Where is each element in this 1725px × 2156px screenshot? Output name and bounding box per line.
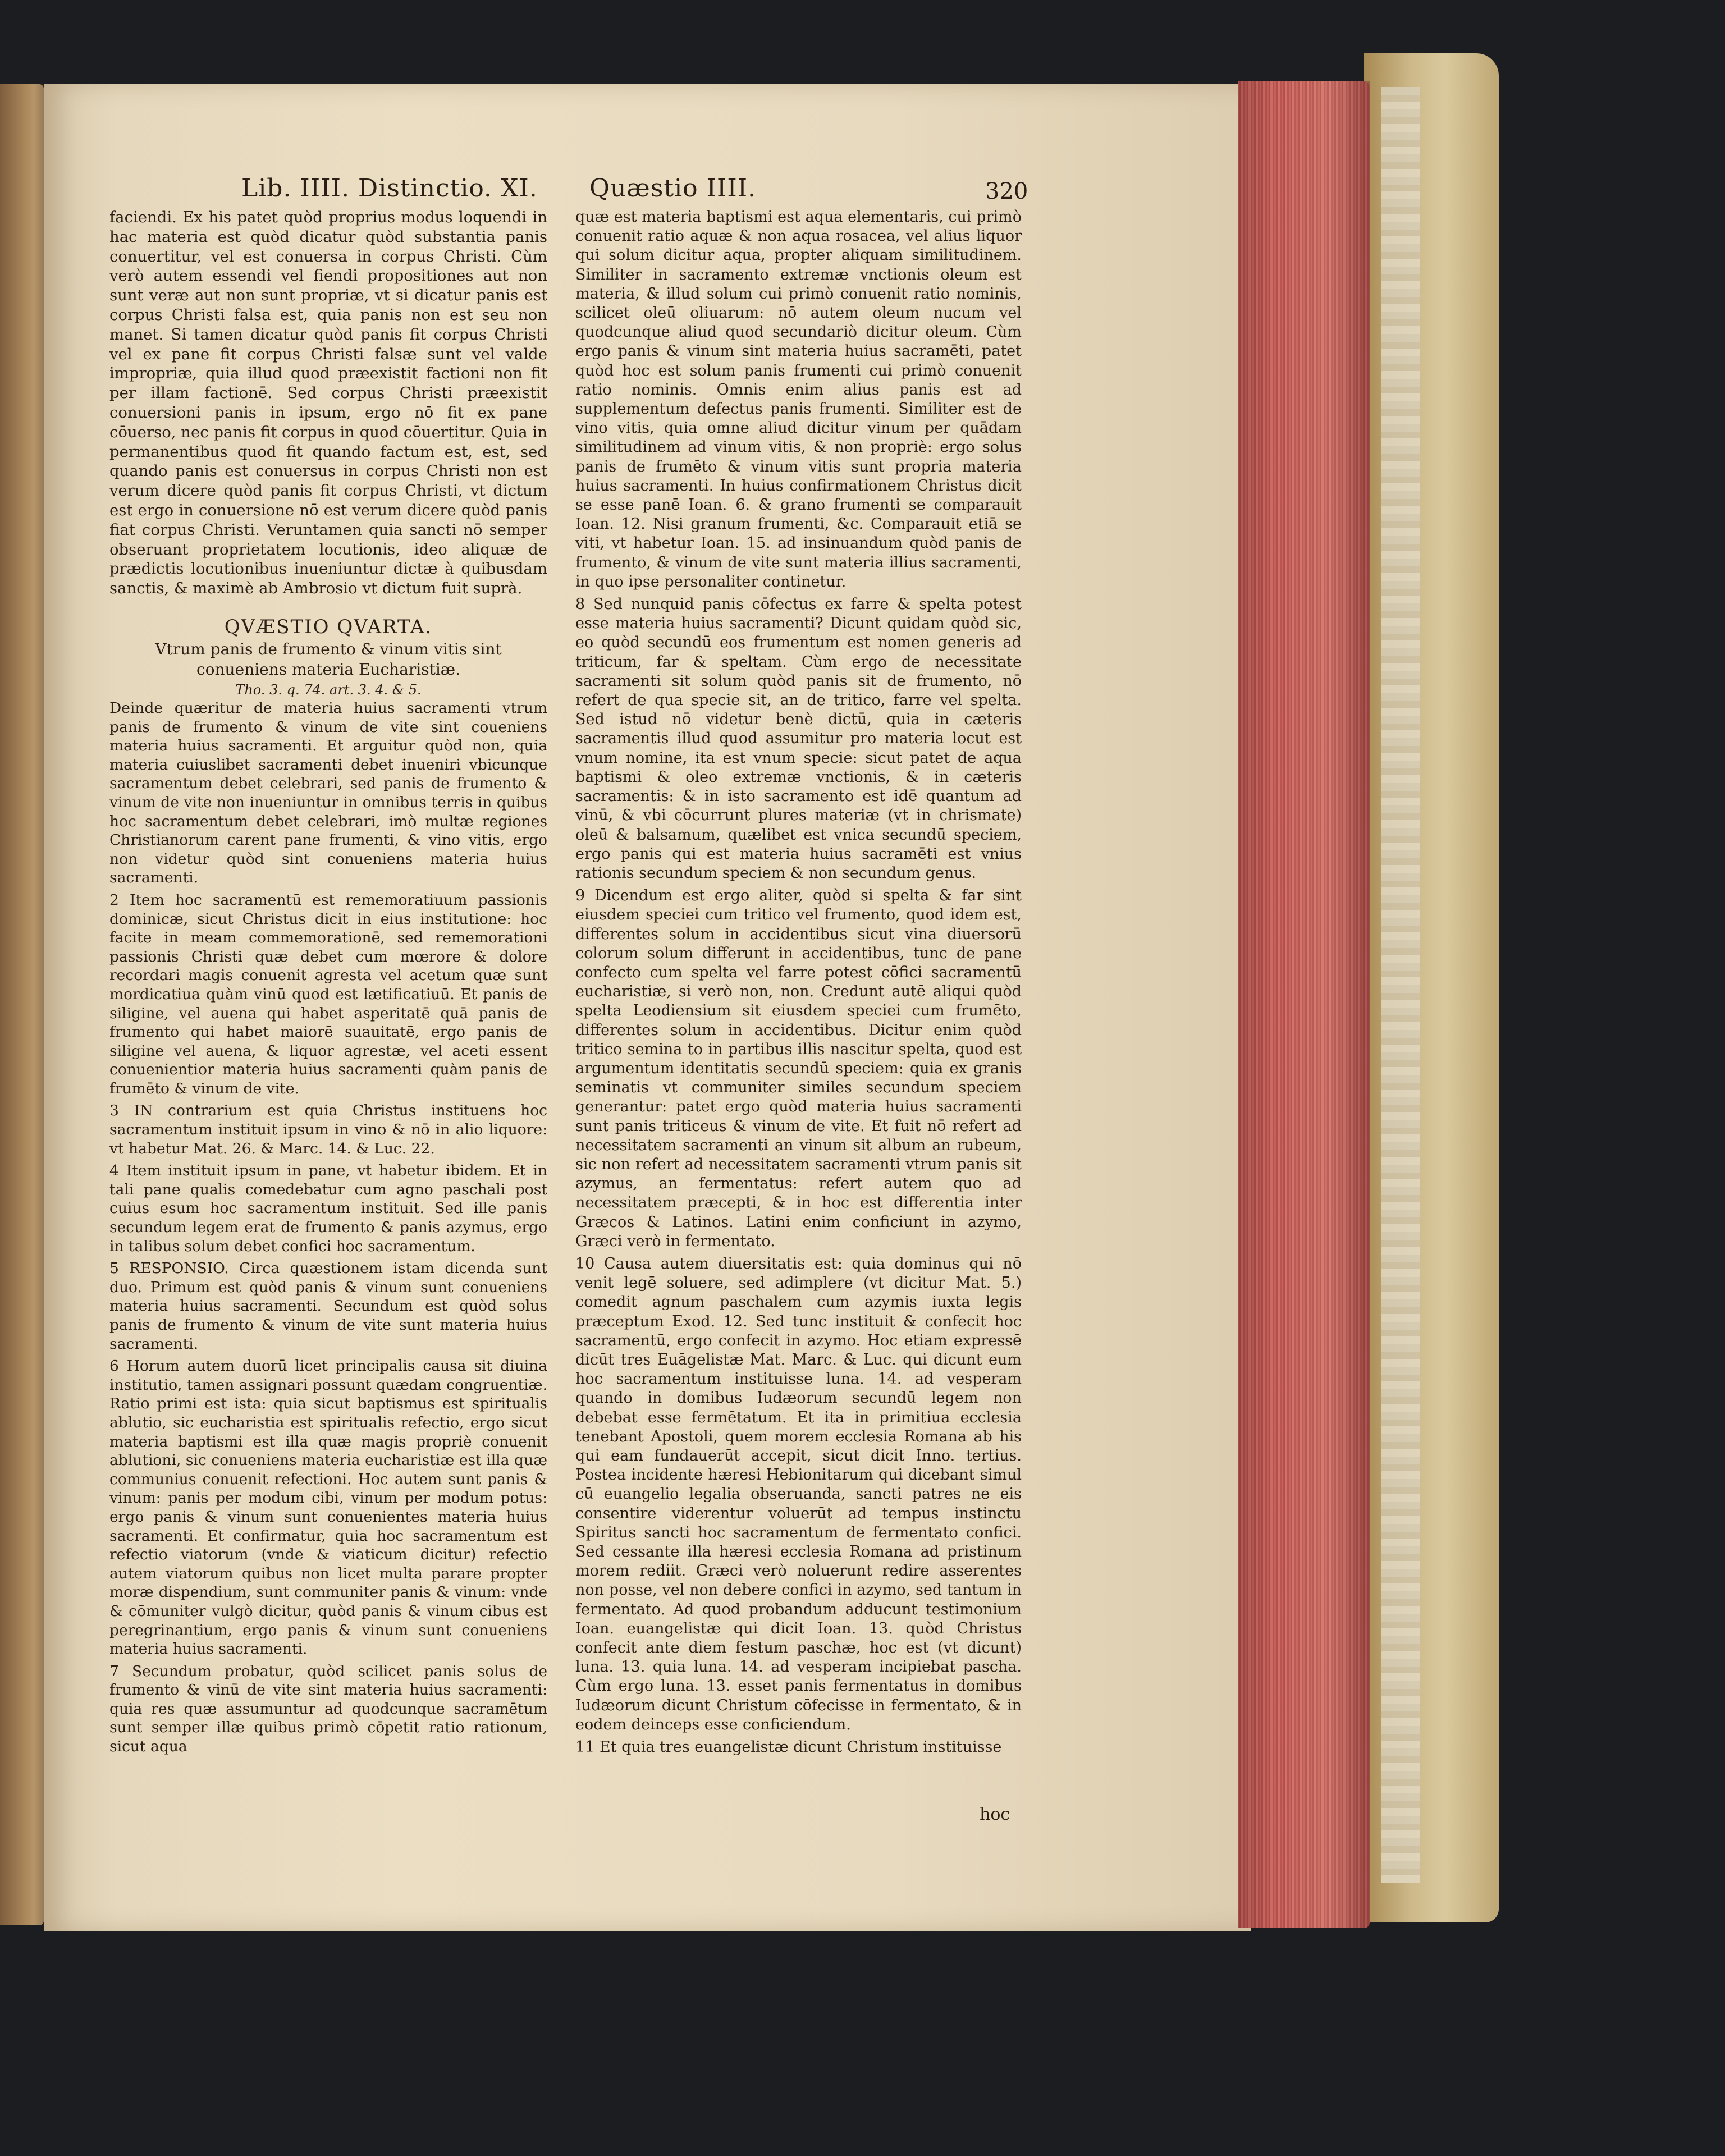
question-subtitle: Vtrum panis de frumento & vinum vitis sint conueniens materia Eucharistiæ. (155, 640, 502, 679)
left-column-top (109, 208, 547, 602)
paragraph: 6 Horum autem duorū licet principalis causa sit diuina institutio, tamen assignari possunt quædam congruentiæ. Ratio primi est ista: quia sicut baptismus est spiritualis ablutio, sic eucharistia est spiritualis refectio, ergo sicut materia baptismi est illa quæ magis propriè conuenit ablutioni, sic conueniens materia eucharistiæ est illa quæ communius conuenit refectioni. Hoc autem sunt panis & vinum: panis per modum cibi, vinum per modum potus: ergo panis & vinum sunt conuenientes materia huius sacramenti. Et confirmatur, quia hoc sacramentum est refectio viatorum (vnde & viaticum dicitur) refectio autem viatorum quibus non licet multa parare propter moræ dispendium, sunt communiter panis & vinum: vnde & cōmuniter vulgò dicitur, quòd panis & vinum cibus est peregrinantium, ergo panis & vinum sunt conueniens materia huius sacramenti. (109, 1357, 547, 1658)
paragraph: 9 Dicendum est ergo aliter, quòd si spelta & far sint eiusdem speciei cum tritico vel frumento, quod idem est, differentes solum in accidentibus sicut vina diuersorū colorum solum differunt in accidentibus, tunc de pane confecto cum spelta vel farre potest cōfici sacramentū eucharistiæ, si verò non, non. Credunt autē aliqui quòd spelta Leodiensium sit eiusdem speciei cum frumēto, differentes solum in accidentibus. Dicitur enim quòd tritico semina to in partibus illis nascitur spelta, quod est argumentum identitatis secundū speciem: quia ex granis seminatis vt communiter similes secundum speciem generantur: patet ergo quòd materia huius sacramenti sunt panis triticeus & vinum de vite. Et fuit nō refert ad necessitatem sacramenti an vinum sit album an rubeum, sic non refert ad necessitatem sacramenti vtrum panis sit azymus, an fermentatus: refert autem quo ad necessitatem præcepti, & in hoc est differentia inter Græcos & Latinos. Latini enim conficiunt in azymo, Græci verò in fermentato. (575, 887, 1022, 1250)
question-heading: QVÆSTIO QVARTA. (224, 616, 433, 638)
paragraph: 10 Causa autem diuersitatis est: quia dominus qui nō venit legē soluere, sed adimplere (vt dicitur Mat. 5.) comedit agnum paschalem cum azymis iuxta legis præceptum Exod. 12. Sed tunc instituit & confecit hoc sacramentū, ergo confecit in azymo. Hoc etiam expressē dicūt tres Euāgelistæ Mat. Marc. & Luc. qui dicunt eum hoc sacramentum instituisse luna. 14. ad vesperam quando in domibus Iudæorum secundū legem non debebat esse fermētatum. Et ita in primitiua ecclesia tenebant Apostoli, quem morem ecclesia Romana ab his qui eam fundauerūt accepit, sicut dicit Inno. tertius. Postea incidente hæresi Hebionitarum qui dicebant simul cū euangelio legalia obseruanda, sancti patres ne eis consentire viderentur voluerūt ad tempus instinctu Spiritus sancti hoc sacramentum de fermentato confici. Sed cessante illa hæresi ecclesia Romana ad pristinum morem rediit. Græci verò noluerunt redire asserentes non posse, vel non debere confici in azymo, sed tantum in fermentato. Ad quod probandum adducunt testimonium Ioan. euangelistæ qui dicit Ioan. 13. quòd Christus confecit ante diem festum paschæ, hoc est (vt dicunt) luna. 13. quia luna. 14. ad vesperam incipiebat pascha. Cùm ergo luna. 13. esset panis fermentatus in domibus Iudæorum dicunt Christum cōfecisse in fermentato, & in eodem deinceps esse conficiendum. (575, 1255, 1022, 1733)
paragraph: 5 RESPONSIO. Circa quæstionem istam dicenda sunt duo. Primum est quòd panis & vinum sunt conueniens materia huius sacramenti. Secundum est quòd solus panis de frumento & vinum de vite sunt materia huius sacramenti. (109, 1260, 547, 1353)
running-head-right: Quæstio IIII. (589, 174, 757, 203)
paragraph: faciendi. Ex his patet quòd proprius modus loquendi in hac materia est quòd dicatur quòd substantia panis conuertitur, vel est conuersa in corpus Christi. Cùm verò autem essendi vel fiendi propositiones aut non sunt veræ aut non sunt propriæ, vt si dicatur panis est corpus Christi falsa est, quia panis non est seu non manet. Si tamen dicatur quòd panis fit corpus Christi vel ex pane fit corpus Christi falsæ sunt vel valde impropriæ, quia illud quod præexistit factioni non fit per illam factionē. Sed corpus Christi præexistit conuersioni panis in ipsum, ergo nō fit ex pane cōuerso, nec panis fit corpus in quod cōuertitur. Quia in permanentibus quod fit quando factum est, est, sed quando panis est conuersus in corpus Christi non est verum dicere quòd panis fit corpus Christi, vt dictum est ergo in conuersione nō est verum dicere quòd panis fiat corpus Christi. Veruntamen quia sancti nō semper obseruant proprietatem locutionis, ideo aliquæ de prædictis locutionibus inueniuntur dictæ à quibusdam sanctis, & maximè ab Ambrosio vt dictum fuit suprà. (109, 208, 547, 598)
question-title (135, 615, 522, 700)
folio-number: 320 (985, 178, 1028, 204)
facing-page-edge (0, 84, 44, 1925)
red-page-edges (1238, 81, 1370, 1928)
paragraph: Deinde quæritur de materia huius sacramenti vtrum panis de frumento & vinum de vite sint coueniens materia huius sacramenti. Et arguitur quòd non, quia materia cuiuslibet sacramenti debet inueniri vbicunque sacramentum debet celebrari, sed panis de frumento & vinum de vite non inueniuntur in omnibus terris in quibus hoc sacramentum debet celebrari, imò multæ regiones Christianorum carent pane frumenti, & vino vitis, ergo non videtur quòd sint conueniens materia huius sacramenti. (109, 699, 547, 887)
paragraph: quæ est materia baptismi est aqua elementaris, cui primò conuenit ratio aquæ & non aqua rosacea, vel alius liquor qui solum dicitur aqua, propter aliquam similitudinem. Similiter in sacramento extremæ vnctionis oleum est materia, & illud solum cui primò conuenit ratio nominis, scilicet oleū oliuarum: nō autem oleum nucum vel quodcunque aliud quod secundariò dicitur oleum. Cùm ergo panis & vinum sint materia huius sacramēti, patet quòd hoc est solum panis frumenti cui primò conuenit ratio nominis. Omnis enim alius panis est ad supplementum defectus panis frumenti. Similiter est de vino vitis, quia omne aliud dicitur vinum per quādam similitudinem ad vinum vitis, & non propriè: ergo solus panis de frumēto & vinum vitis sunt propria materia huius sacramenti. In huius confirmationem Christus dicit se esse panē Ioan. 6. & grano frumenti se comparauit Ioan. 12. Nisi granum frumenti, &c. Comparauit etiā se viti, vt habetur Ioan. 15. ad insinuandum quòd panis de frumento, & vinum de vite sunt materia illius sacramenti, in quo ipse personaliter continetur. (575, 208, 1022, 591)
binding-cover (1364, 53, 1499, 1922)
paragraph: 8 Sed nunquid panis cōfectus ex farre & spelta potest esse materia huius sacramenti? Dicunt quidam quòd sic, eo quòd secundū eos frumentum est nomen generis ad triticum, far & speltam. Cùm ergo de necessitate sacramenti sit solum quòd panis sit de frumento, nō refert de qua specie sit, an de tritico, farre vel spelta. Sed istud nō videtur benè dictū, quia in cæteris sacramentis illud quod assumitur pro materia locut est vnum nomine, ita est vnum specie: sicut patet de aqua baptismi & oleo extremæ vnctionis, & in cæteris sacramentis: & in isto sacramento est idē quantum ad vinū, & vbi cōcurrunt plures materiæ (vt in chrismate) oleū & balsamum, quælibet est vnica secundū speciem, ergo panis qui est materia huius sacramēti est vnius rationis secundum speciem & non secundum genus. (575, 596, 1022, 882)
paragraph: 7 Secundum probatur, quòd scilicet panis solus de frumento & vinū de vite sint materia huius sacramenti: quia res quæ assumuntur ad quodcunque sacramētum sunt semper illæ quibus primò cōpetit ratio rationum, sicut aqua (109, 1662, 547, 1756)
question-reference: Tho. 3. q. 74. art. 3. 4. & 5. (235, 682, 422, 698)
left-column-body (109, 699, 547, 1760)
running-head-left: Lib. IIII. Distinctio. XI. (241, 174, 538, 203)
catchword: hoc (980, 1805, 1010, 1824)
paragraph: 4 Item instituit ipsum in pane, vt habetur ibidem. Et in tali pane qualis comedebatur cum agno paschali post cuius esum hoc sacramentum instituit. Sed ille panis secundum legem erat de frumento & panis azymus, ergo in talibus solum debet confici hoc sacramentum. (109, 1162, 547, 1255)
right-column (575, 208, 1022, 1760)
paragraph: 11 Et quia tres euangelistæ dicunt Christum instituisse (575, 1738, 1002, 1756)
paragraph: 2 Item hoc sacramentū est rememoratiuum passionis dominicæ, sicut Christus dicit in eius institutione: hoc facite in meam commemorationē, sed rememorationi passionis Christi quæ debet cum mœrore & dolore recordari magis conuenit agresta vel acetum quæ sunt mordicatiua quàm vinū quod est lætificatiuū. Et panis de siligine, vel auena qui habet asperitatē quā panis de frumento qui habet maiorē suauitatē, ergo panis de siligine vel auena, & liquor agrestæ, vel aceti essent conuenientior materia huius sacramenti quàm panis de frumēto & vinum de vite. (109, 891, 547, 1097)
paragraph: 3 IN contrarium est quia Christus instituens hoc sacramentum instituit ipsum in vino & nō in alio liquore: vt habetur Mat. 26. & Marc. 14. & Luc. 22. (109, 1102, 547, 1157)
